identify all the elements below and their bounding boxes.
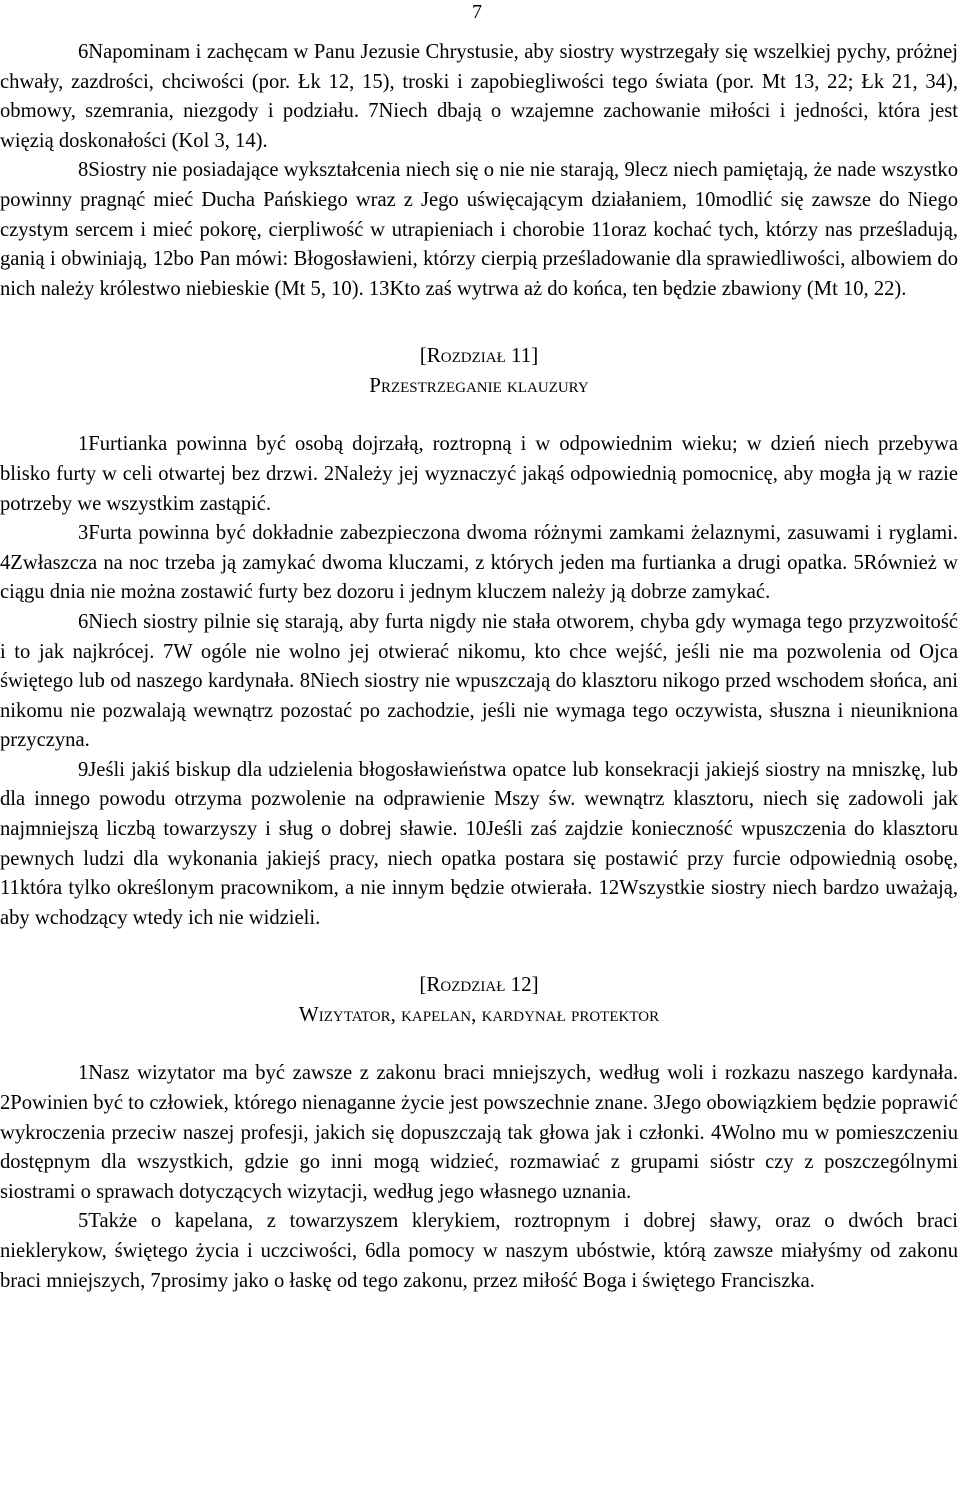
paragraph: 3Furta powinna być dokładnie zabezpieczona dwoma różnymi zamkami żelaznymi, zasuwami i ryglami. 4Zwłaszcza na noc trzeba ją zamykać dwoma kluczami, z których jeden ma furtianka a drugi opatka. 5Również w ciągu dnia nie można zostawić furty bez dozoru i jednym kluczem należy ją dobrze zamykać.	[0, 522, 958, 604]
paragraph: 6Napominam i zachęcam w Panu Jezusie Chrystusie, aby siostry wystrzegały się wszelkiej pychy, próżnej chwały, zazdrości, chciwości (por. Łk 12, 15), troski i zapobiegliwości tego świata (por. Mt 13, 22; Łk 21, 34), obmowy, szemrania, niezgody i podziału. 7Niech dbają o wzajemne zachowanie miłości i jedności, która jest więzią doskonałości (Kol 3, 14).	[0, 41, 958, 152]
paragraph: 1Nasz wizytator ma być zawsze z zakonu braci mniejszych, według woli i rozkazu naszego kardynała. 2Powinien być to człowiek, którego nienaganne życie jest powszechnie znane. 3Jego obowiązkiem będzie poprawić wykroczenia przeciw naszej profesji, jakich się dopuszczają tak głowa jak i członki. 4Wolno mu w pomieszczeniu dostępnym dla wszystkich, gdzie go inni mogą widzieć, rozmawiać z grupami sióstr czy z poszczególnymi siostrami o sprawach dotyczących wizytacji, według jego własnego uznania.	[0, 1062, 958, 1203]
paragraph: 9Jeśli jakiś biskup dla udzielenia błogosławieństwa opatce lub konsekracji jakiejś siostry na mniszkę, lub dla innego powodu otrzyma pozwolenie na odprawienie Mszy św. wewnątrz klasztoru, niech się zadowoli jak najmniejszą liczbą towarzyszy i sług o dobrej sławie. 10Jeśli zaś zajdzie konieczność wpuszczenia do klasztoru pewnych ludzi dla wykonania jakiejś pracy, niech opatka postara się postawić przy furcie odpowiednią osobę, 11która tylko określonym pracownikom, a nie innym będzie otwierała. 12Wszystkie siostry niech bardzo uważają, aby wchodzący wtedy ich nie widzieli.	[0, 758, 958, 929]
chapter-11-label: [Rozdział 11]	[419, 343, 539, 368]
paragraph: 1Furtianka powinna być osobą dojrzałą, roztropną i w odpowiednim wieku; w dzień niech przebywa blisko furty w celi otwartej bez drzwi. 2Należy jej wyznaczyć jakąś odpowiednią pomocnicę, aby mogła ją w razie potrzeby we wszystkim zastąpić.	[0, 433, 958, 515]
page-number: 7	[472, 1, 482, 23]
chapter-11-title: Przestrzeganie klauzury	[369, 373, 589, 398]
page-content	[0, 38, 958, 1296]
paragraph: 5Także o kapelana, z towarzyszem klerykiem, roztropnym i dobrej sławy, oraz o dwóch braci nieklerykow, świętego życia i uczciwości, 6dla pomocy w naszym ubóstwie, którą zawsze miałyśmy od zakonu braci mniejszych, 7prosimy jako o łaskę od tego zakonu, przez miłość Boga i świętego Franciszka.	[0, 1210, 958, 1292]
paragraph: 6Niech siostry pilnie się starają, aby furta nigdy nie stała otworem, chyba gdy wymaga tego przyzwoitość i to jak najkrócej. 7W ogóle nie wolno jej otwierać nikomu, kto chce wejść, jeśli nie ma pozwolenia od Ojca świętego lub od naszego kardynała. 8Niech siostry nie wpuszczają do klasztoru nikogo przed wschodem słońca, ani nikomu nie pozwalają wewnątrz pozostać po zachodzie, jeśli nie wymaga tego oczywista, słuszna i nieunikniona przyczyna.	[0, 610, 958, 752]
paragraph: 8Siostry nie posiadające wykształcenia niech się o nie nie starają, 9lecz niech pamiętają, że nade wszystko powinny pragnąć mieć Ducha Pańskiego wraz z Jego uświęcającym działaniem, 10modlić się zawsze do Niego czystym sercem i mieć pokorę, cierpliwość w utrapieniach i chorobie 11oraz kochać tych, którzy nas prześladują, ganią i obwiniają, 12bo Pan mówi: Błogosławieni, którzy cierpią prześladowanie dla sprawiedliwości, albowiem do nich należy królestwo niebieskie (Mt 5, 10). 13Kto zaś wytrwa aż do końca, ten będzie zbawiony (Mt 10, 22).	[0, 159, 958, 300]
chapter-12-title: Wizytator, kapelan, kardynał protektor	[298, 1002, 660, 1027]
chapter-12-label: [Rozdział 12]	[419, 972, 539, 997]
